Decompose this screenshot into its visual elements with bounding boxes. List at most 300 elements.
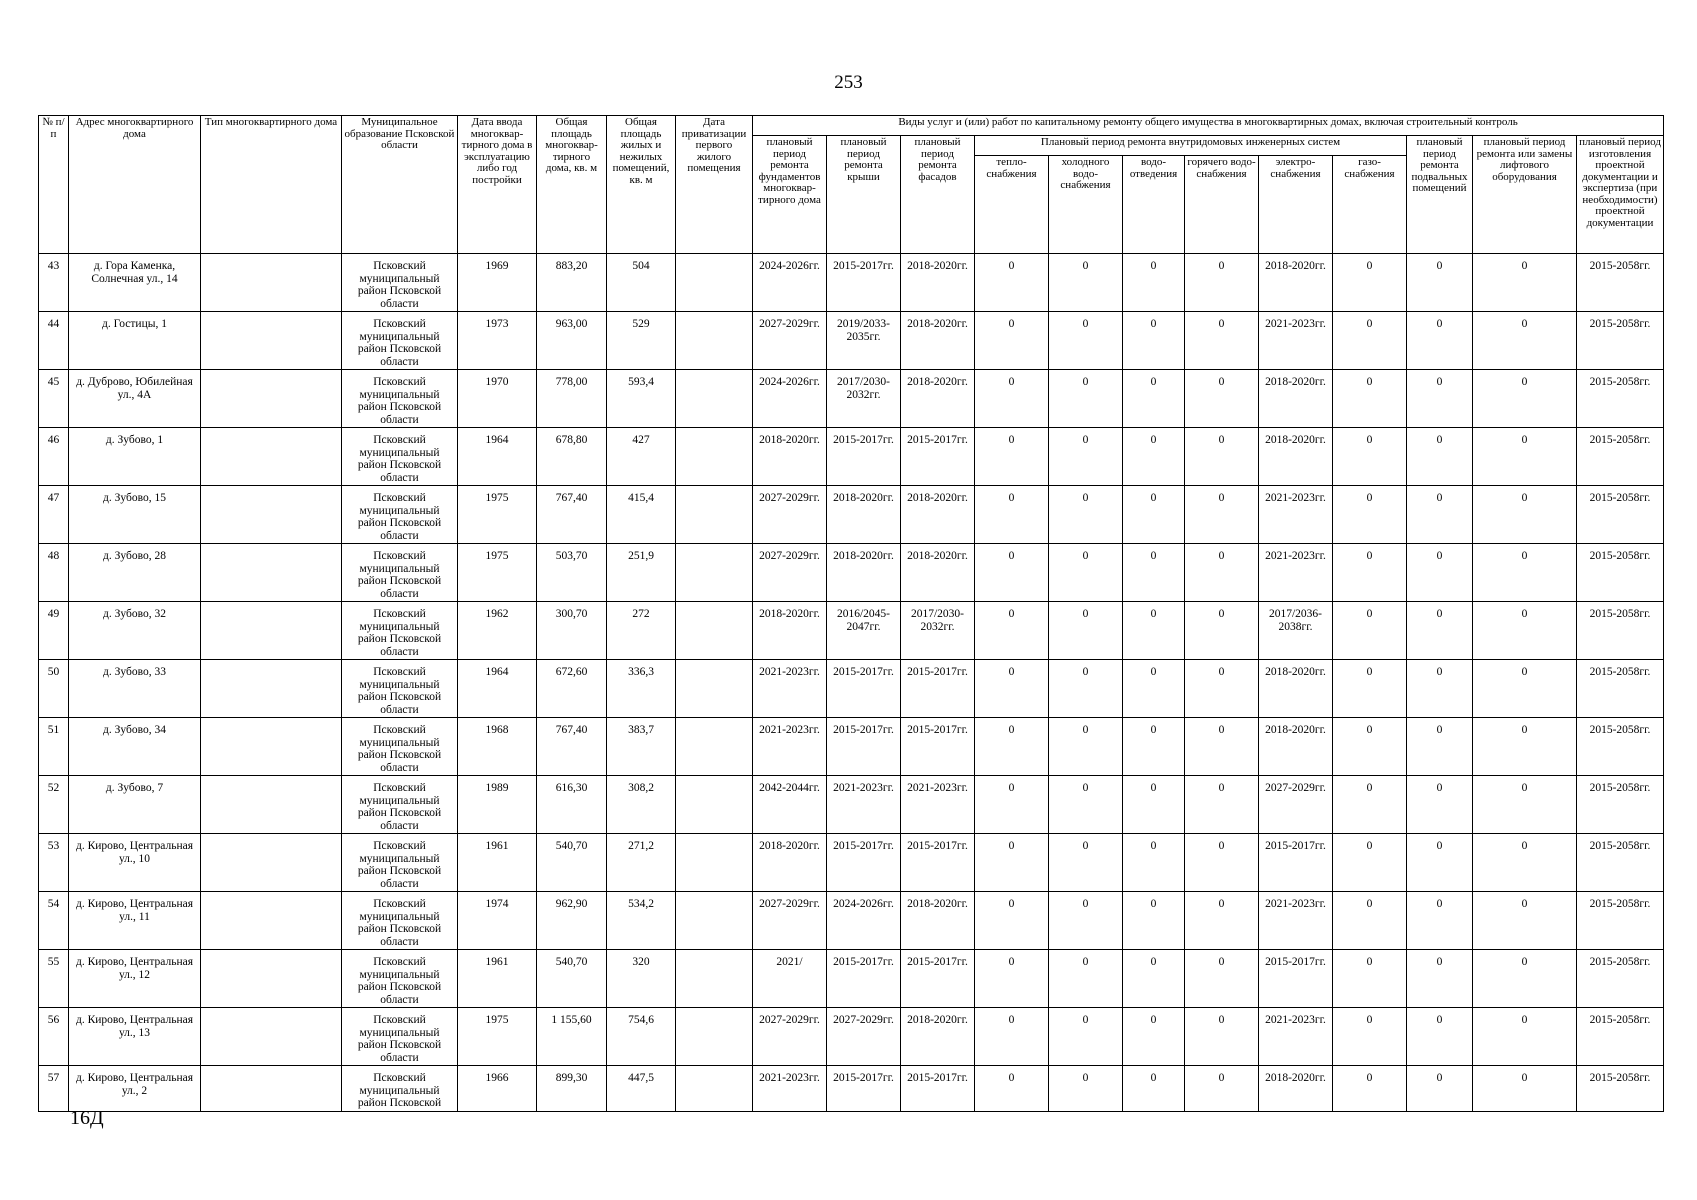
cell-electric: 2021-2023гг.	[1259, 892, 1333, 950]
cell-hot-water: 0	[1185, 544, 1259, 602]
cell-roof: 2015-2017гг.	[827, 428, 901, 486]
cell-hot-water: 0	[1185, 718, 1259, 776]
table-row	[39, 544, 1664, 602]
cell-electric: 2015-2017гг.	[1259, 834, 1333, 892]
cell-facade: 2018-2020гг.	[901, 254, 975, 312]
header-address: Адрес многоквартирного дома	[69, 116, 201, 254]
cell-privatization	[676, 660, 753, 718]
table-row	[39, 602, 1664, 660]
table-row	[39, 486, 1664, 544]
cell-facade: 2021-2023гг.	[901, 776, 975, 834]
cell-design: 2015-2058гг.	[1577, 370, 1664, 428]
cell-year: 1962	[458, 602, 537, 660]
cell-num: 57	[39, 1066, 69, 1112]
cell-cold-water: 0	[1049, 254, 1123, 312]
cell-electric: 2018-2020гг.	[1259, 718, 1333, 776]
cell-roof: 2016/2045-2047гг.	[827, 602, 901, 660]
cell-municipality: Псковский муниципальный район Псковской области	[342, 892, 458, 950]
cell-municipality: Псковский муниципальный район Псковской области	[342, 602, 458, 660]
footer-mark: 16Д	[70, 1107, 104, 1129]
cell-living-area: 754,6	[607, 1008, 676, 1066]
cell-type	[201, 486, 342, 544]
cell-roof: 2027-2029гг.	[827, 1008, 901, 1066]
cell-gas: 0	[1333, 1008, 1407, 1066]
cell-address: д. Гора Каменка, Солнечная ул., 14	[69, 254, 201, 312]
cell-privatization	[676, 950, 753, 1008]
cell-num: 45	[39, 370, 69, 428]
cell-total-area: 503,70	[537, 544, 607, 602]
cell-facade: 2015-2017гг.	[901, 1066, 975, 1112]
cell-gas: 0	[1333, 950, 1407, 1008]
cell-sewer: 0	[1123, 486, 1185, 544]
cell-foundation: 2021-2023гг.	[753, 718, 827, 776]
cell-municipality: Псковский муниципальный район Псковской области	[342, 428, 458, 486]
cell-sewer: 0	[1123, 602, 1185, 660]
cell-facade: 2018-2020гг.	[901, 544, 975, 602]
cell-total-area: 899,30	[537, 1066, 607, 1112]
header-date-commission: Дата ввода многоквар-тирного дома в эксплуатацию либо год постройки	[458, 116, 537, 254]
cell-foundation: 2024-2026гг.	[753, 370, 827, 428]
cell-type	[201, 544, 342, 602]
cell-cold-water: 0	[1049, 486, 1123, 544]
cell-living-area: 529	[607, 312, 676, 370]
header-living-area: Общая площадь жилых и нежилых помещений, кв. м	[607, 116, 676, 254]
cell-type	[201, 776, 342, 834]
capital-repair-table	[38, 115, 1664, 1112]
cell-gas: 0	[1333, 544, 1407, 602]
cell-foundation: 2018-2020гг.	[753, 428, 827, 486]
cell-municipality: Псковский муниципальный район Псковской области	[342, 1008, 458, 1066]
cell-num: 51	[39, 718, 69, 776]
cell-total-area: 300,70	[537, 602, 607, 660]
header-lift: плановый период ремонта или замены лифтового оборудования	[1473, 136, 1577, 254]
cell-gas: 0	[1333, 602, 1407, 660]
cell-total-area: 767,40	[537, 718, 607, 776]
cell-basement: 0	[1407, 776, 1473, 834]
cell-living-area: 415,4	[607, 486, 676, 544]
cell-facade: 2015-2017гг.	[901, 660, 975, 718]
cell-basement: 0	[1407, 892, 1473, 950]
cell-gas: 0	[1333, 312, 1407, 370]
cell-num: 43	[39, 254, 69, 312]
cell-cold-water: 0	[1049, 370, 1123, 428]
cell-privatization	[676, 312, 753, 370]
cell-lift: 0	[1473, 1008, 1577, 1066]
header-facade: плановый период ремонта фасадов	[901, 136, 975, 254]
cell-total-area: 672,60	[537, 660, 607, 718]
cell-privatization	[676, 370, 753, 428]
cell-hot-water: 0	[1185, 834, 1259, 892]
cell-basement: 0	[1407, 428, 1473, 486]
cell-address: д. Зубово, 34	[69, 718, 201, 776]
cell-address: д. Зубово, 15	[69, 486, 201, 544]
header-sewer: водо-отведения	[1123, 156, 1185, 254]
cell-heat: 0	[975, 892, 1049, 950]
cell-facade: 2015-2017гг.	[901, 428, 975, 486]
cell-municipality: Псковский муниципальный район Псковской области	[342, 254, 458, 312]
cell-sewer: 0	[1123, 834, 1185, 892]
cell-municipality: Псковский муниципальный район Псковской области	[342, 544, 458, 602]
cell-basement: 0	[1407, 1066, 1473, 1112]
cell-electric: 2021-2023гг.	[1259, 1008, 1333, 1066]
cell-total-area: 778,00	[537, 370, 607, 428]
cell-lift: 0	[1473, 660, 1577, 718]
cell-type	[201, 1008, 342, 1066]
cell-foundation: 2027-2029гг.	[753, 1008, 827, 1066]
cell-heat: 0	[975, 544, 1049, 602]
cell-basement: 0	[1407, 312, 1473, 370]
cell-basement: 0	[1407, 718, 1473, 776]
cell-living-area: 308,2	[607, 776, 676, 834]
cell-heat: 0	[975, 660, 1049, 718]
cell-hot-water: 0	[1185, 892, 1259, 950]
cell-gas: 0	[1333, 254, 1407, 312]
cell-address: д. Кирово, Центральная ул., 2	[69, 1066, 201, 1112]
cell-hot-water: 0	[1185, 254, 1259, 312]
table-row	[39, 1008, 1664, 1066]
cell-num: 50	[39, 660, 69, 718]
cell-lift: 0	[1473, 544, 1577, 602]
cell-year: 1961	[458, 834, 537, 892]
cell-municipality: Псковский муниципальный район Псковской	[342, 1066, 458, 1112]
cell-privatization	[676, 892, 753, 950]
cell-living-area: 447,5	[607, 1066, 676, 1112]
cell-total-area: 963,00	[537, 312, 607, 370]
cell-roof: 2015-2017гг.	[827, 834, 901, 892]
cell-sewer: 0	[1123, 428, 1185, 486]
cell-living-area: 504	[607, 254, 676, 312]
cell-basement: 0	[1407, 834, 1473, 892]
header-foundation: плановый период ремонта фундаментов многоквар-тирного дома	[753, 136, 827, 254]
cell-lift: 0	[1473, 950, 1577, 1008]
cell-cold-water: 0	[1049, 718, 1123, 776]
cell-sewer: 0	[1123, 892, 1185, 950]
header-num: № п/п	[39, 116, 69, 254]
cell-municipality: Псковский муниципальный район Псковской области	[342, 660, 458, 718]
table-row	[39, 254, 1664, 312]
page-number: 253	[834, 72, 863, 93]
cell-address: д. Зубово, 7	[69, 776, 201, 834]
cell-lift: 0	[1473, 312, 1577, 370]
cell-address: д. Кирово, Центральная ул., 12	[69, 950, 201, 1008]
cell-year: 1975	[458, 486, 537, 544]
cell-roof: 2024-2026гг.	[827, 892, 901, 950]
cell-year: 1975	[458, 1008, 537, 1066]
cell-lift: 0	[1473, 834, 1577, 892]
cell-living-area: 320	[607, 950, 676, 1008]
cell-total-area: 962,90	[537, 892, 607, 950]
cell-total-area: 767,40	[537, 486, 607, 544]
cell-num: 49	[39, 602, 69, 660]
cell-foundation: 2021-2023гг.	[753, 1066, 827, 1112]
cell-design: 2015-2058гг.	[1577, 660, 1664, 718]
cell-sewer: 0	[1123, 776, 1185, 834]
cell-municipality: Псковский муниципальный район Псковской области	[342, 718, 458, 776]
cell-type	[201, 834, 342, 892]
cell-heat: 0	[975, 834, 1049, 892]
cell-living-area: 383,7	[607, 718, 676, 776]
header-heat: тепло-снабжения	[975, 156, 1049, 254]
cell-sewer: 0	[1123, 254, 1185, 312]
table-row	[39, 1066, 1664, 1112]
cell-heat: 0	[975, 370, 1049, 428]
cell-type	[201, 660, 342, 718]
cell-heat: 0	[975, 602, 1049, 660]
cell-num: 47	[39, 486, 69, 544]
cell-year: 1973	[458, 312, 537, 370]
cell-sewer: 0	[1123, 312, 1185, 370]
cell-address: д. Кирово, Центральная ул., 10	[69, 834, 201, 892]
header-type: Тип многоквартирного дома	[201, 116, 342, 254]
cell-total-area: 1 155,60	[537, 1008, 607, 1066]
cell-type	[201, 428, 342, 486]
cell-year: 1969	[458, 254, 537, 312]
cell-privatization	[676, 834, 753, 892]
cell-address: д. Зубово, 32	[69, 602, 201, 660]
table-row	[39, 950, 1664, 1008]
cell-roof: 2015-2017гг.	[827, 254, 901, 312]
cell-lift: 0	[1473, 428, 1577, 486]
cell-privatization	[676, 602, 753, 660]
cell-roof: 2018-2020гг.	[827, 486, 901, 544]
cell-heat: 0	[975, 718, 1049, 776]
cell-lift: 0	[1473, 1066, 1577, 1112]
cell-facade: 2018-2020гг.	[901, 1008, 975, 1066]
cell-living-area: 593,4	[607, 370, 676, 428]
cell-hot-water: 0	[1185, 660, 1259, 718]
cell-design: 2015-2058гг.	[1577, 1066, 1664, 1112]
header-roof: плановый период ремонта крыши	[827, 136, 901, 254]
cell-lift: 0	[1473, 776, 1577, 834]
header-systems: Плановый период ремонта внутридомовых инженерных систем	[975, 136, 1407, 156]
cell-gas: 0	[1333, 892, 1407, 950]
cell-total-area: 540,70	[537, 834, 607, 892]
cell-living-area: 336,3	[607, 660, 676, 718]
cell-basement: 0	[1407, 370, 1473, 428]
cell-municipality: Псковский муниципальный район Псковской области	[342, 486, 458, 544]
cell-sewer: 0	[1123, 660, 1185, 718]
cell-privatization	[676, 486, 753, 544]
cell-lift: 0	[1473, 602, 1577, 660]
cell-num: 56	[39, 1008, 69, 1066]
cell-living-area: 272	[607, 602, 676, 660]
cell-type	[201, 312, 342, 370]
cell-total-area: 616,30	[537, 776, 607, 834]
cell-lift: 0	[1473, 718, 1577, 776]
cell-foundation: 2021/	[753, 950, 827, 1008]
cell-foundation: 2027-2029гг.	[753, 312, 827, 370]
cell-sewer: 0	[1123, 1008, 1185, 1066]
header-cold-water: холодного водо-снабжения	[1049, 156, 1123, 254]
cell-heat: 0	[975, 428, 1049, 486]
cell-heat: 0	[975, 486, 1049, 544]
cell-foundation: 2027-2029гг.	[753, 486, 827, 544]
cell-sewer: 0	[1123, 370, 1185, 428]
cell-num: 54	[39, 892, 69, 950]
table-row	[39, 428, 1664, 486]
cell-design: 2015-2058гг.	[1577, 718, 1664, 776]
cell-facade: 2018-2020гг.	[901, 370, 975, 428]
cell-roof: 2017/2030-2032гг.	[827, 370, 901, 428]
cell-num: 53	[39, 834, 69, 892]
cell-year: 1966	[458, 1066, 537, 1112]
cell-type	[201, 370, 342, 428]
cell-electric: 2027-2029гг.	[1259, 776, 1333, 834]
cell-type	[201, 602, 342, 660]
cell-electric: 2018-2020гг.	[1259, 660, 1333, 718]
table-row	[39, 660, 1664, 718]
cell-design: 2015-2058гг.	[1577, 602, 1664, 660]
cell-basement: 0	[1407, 544, 1473, 602]
cell-hot-water: 0	[1185, 370, 1259, 428]
cell-type	[201, 892, 342, 950]
table-row	[39, 892, 1664, 950]
cell-basement: 0	[1407, 486, 1473, 544]
cell-electric: 2018-2020гг.	[1259, 1066, 1333, 1112]
cell-privatization	[676, 428, 753, 486]
cell-privatization	[676, 544, 753, 602]
header-gas: газо-снабжения	[1333, 156, 1407, 254]
cell-design: 2015-2058гг.	[1577, 1008, 1664, 1066]
cell-municipality: Псковский муниципальный район Псковской области	[342, 950, 458, 1008]
cell-foundation: 2021-2023гг.	[753, 660, 827, 718]
cell-heat: 0	[975, 254, 1049, 312]
cell-foundation: 2027-2029гг.	[753, 892, 827, 950]
cell-total-area: 540,70	[537, 950, 607, 1008]
cell-heat: 0	[975, 950, 1049, 1008]
cell-cold-water: 0	[1049, 834, 1123, 892]
cell-electric: 2018-2020гг.	[1259, 370, 1333, 428]
cell-privatization	[676, 1066, 753, 1112]
cell-living-area: 534,2	[607, 892, 676, 950]
cell-year: 1961	[458, 950, 537, 1008]
cell-basement: 0	[1407, 1008, 1473, 1066]
cell-gas: 0	[1333, 428, 1407, 486]
cell-electric: 2017/2036-2038гг.	[1259, 602, 1333, 660]
header-works: Виды услуг и (или) работ по капитальному ремонту общего имущества в многоквартирных домах, включая строительный контроль	[753, 116, 1664, 136]
header-total-area: Общая площадь многоквар-тирного дома, кв. м	[537, 116, 607, 254]
cell-heat: 0	[975, 312, 1049, 370]
cell-type	[201, 1066, 342, 1112]
cell-lift: 0	[1473, 892, 1577, 950]
cell-cold-water: 0	[1049, 660, 1123, 718]
cell-cold-water: 0	[1049, 544, 1123, 602]
cell-type	[201, 950, 342, 1008]
cell-gas: 0	[1333, 718, 1407, 776]
cell-cold-water: 0	[1049, 1066, 1123, 1112]
cell-electric: 2015-2017гг.	[1259, 950, 1333, 1008]
cell-cold-water: 0	[1049, 892, 1123, 950]
cell-privatization	[676, 1008, 753, 1066]
cell-living-area: 251,9	[607, 544, 676, 602]
cell-privatization	[676, 254, 753, 312]
table-row	[39, 718, 1664, 776]
cell-num: 52	[39, 776, 69, 834]
cell-basement: 0	[1407, 254, 1473, 312]
table-row	[39, 834, 1664, 892]
cell-cold-water: 0	[1049, 312, 1123, 370]
table-body	[39, 254, 1664, 1112]
cell-address: д. Кирово, Центральная ул., 11	[69, 892, 201, 950]
cell-roof: 2015-2017гг.	[827, 718, 901, 776]
table-row	[39, 312, 1664, 370]
cell-hot-water: 0	[1185, 428, 1259, 486]
cell-facade: 2015-2017гг.	[901, 834, 975, 892]
cell-living-area: 271,2	[607, 834, 676, 892]
cell-hot-water: 0	[1185, 602, 1259, 660]
cell-hot-water: 0	[1185, 1066, 1259, 1112]
cell-design: 2015-2058гг.	[1577, 776, 1664, 834]
cell-heat: 0	[975, 776, 1049, 834]
cell-gas: 0	[1333, 1066, 1407, 1112]
cell-cold-water: 0	[1049, 602, 1123, 660]
cell-cold-water: 0	[1049, 776, 1123, 834]
cell-cold-water: 0	[1049, 428, 1123, 486]
cell-design: 2015-2058гг.	[1577, 486, 1664, 544]
cell-design: 2015-2058гг.	[1577, 544, 1664, 602]
cell-facade: 2018-2020гг.	[901, 312, 975, 370]
table-header	[39, 116, 1664, 254]
cell-facade: 2018-2020гг.	[901, 892, 975, 950]
cell-address: д. Зубово, 28	[69, 544, 201, 602]
cell-electric: 2021-2023гг.	[1259, 312, 1333, 370]
cell-sewer: 0	[1123, 544, 1185, 602]
cell-design: 2015-2058гг.	[1577, 892, 1664, 950]
cell-foundation: 2018-2020гг.	[753, 602, 827, 660]
cell-address: д. Зубово, 1	[69, 428, 201, 486]
cell-num: 44	[39, 312, 69, 370]
cell-total-area: 883,20	[537, 254, 607, 312]
cell-privatization	[676, 776, 753, 834]
cell-design: 2015-2058гг.	[1577, 834, 1664, 892]
header-hot-water: горячего водо-снабжения	[1185, 156, 1259, 254]
cell-sewer: 0	[1123, 950, 1185, 1008]
cell-address: д. Дуброво, Юбилейная ул., 4А	[69, 370, 201, 428]
cell-total-area: 678,80	[537, 428, 607, 486]
cell-address: д. Кирово, Центральная ул., 13	[69, 1008, 201, 1066]
cell-foundation: 2018-2020гг.	[753, 834, 827, 892]
header-municipality: Муниципальное образование Псковской области	[342, 116, 458, 254]
header-privatization: Дата приватизации первого жилого помещения	[676, 116, 753, 254]
cell-hot-water: 0	[1185, 776, 1259, 834]
header-electric: электро-снабжения	[1259, 156, 1333, 254]
cell-design: 2015-2058гг.	[1577, 312, 1664, 370]
cell-gas: 0	[1333, 370, 1407, 428]
cell-gas: 0	[1333, 834, 1407, 892]
cell-foundation: 2027-2029гг.	[753, 544, 827, 602]
cell-num: 46	[39, 428, 69, 486]
cell-privatization	[676, 718, 753, 776]
cell-year: 1975	[458, 544, 537, 602]
cell-design: 2015-2058гг.	[1577, 950, 1664, 1008]
cell-num: 48	[39, 544, 69, 602]
cell-living-area: 427	[607, 428, 676, 486]
cell-roof: 2019/2033-2035гг.	[827, 312, 901, 370]
cell-facade: 2017/2030-2032гг.	[901, 602, 975, 660]
cell-cold-water: 0	[1049, 950, 1123, 1008]
table-row	[39, 776, 1664, 834]
cell-roof: 2021-2023гг.	[827, 776, 901, 834]
cell-address: д. Гостицы, 1	[69, 312, 201, 370]
cell-year: 1968	[458, 718, 537, 776]
cell-electric: 2021-2023гг.	[1259, 486, 1333, 544]
cell-foundation: 2024-2026гг.	[753, 254, 827, 312]
cell-year: 1970	[458, 370, 537, 428]
cell-electric: 2021-2023гг.	[1259, 544, 1333, 602]
cell-municipality: Псковский муниципальный район Псковской области	[342, 312, 458, 370]
cell-gas: 0	[1333, 486, 1407, 544]
cell-roof: 2018-2020гг.	[827, 544, 901, 602]
